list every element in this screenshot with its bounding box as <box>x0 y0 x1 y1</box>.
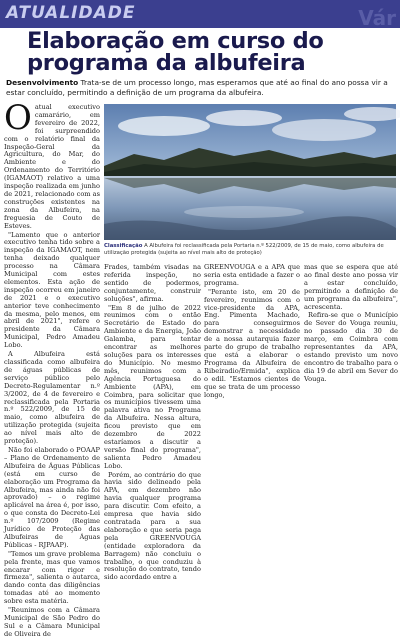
photo-caption <box>104 243 396 256</box>
paragraph: "Perante isto, em 20 de fevereiro, reunimos com o vice-presidente da APA, Eng. Pimenta Machado, para conseguirmos demonstrar a necessidade de a nossa autarquia fazer parte do grupo de trabalho que está a elaborar o Programa da Albufeira de Ribeiradio/Ermida", explica o edil. "Estamos cientes de que se trata de um processo longo, <box>204 287 300 399</box>
article-column-3 <box>204 264 300 480</box>
paragraph: "Reunimos com a Câmara Municipal de São Pedro do Sul e a Câmara Municipal de Oliveira de <box>4 606 100 638</box>
paragraph: Porém, ao contrário do que havia sido delineado pela APA, em dezembro não havia qualquer programa para discutir. Com efeito, a empresa que havia sido contratada para a sua elaboração e que seria paga pela GREENVOUGA (entidade exploradora da Barragem) não concluiu o trabalho, o que conduziu à resolução do contrato, tendo sido acordado entre a <box>104 470 201 582</box>
section-banner <box>0 0 400 28</box>
caption-label: Classificação <box>104 243 143 249</box>
paragraph: Refira-se que o Município de Sever do Vouga reuniu, no passado dia 30 de março, em Coimbra com representantes da APA, estando previsto um novo encontro de trabalho para o dia 19 de abril em Sever do Vouga. <box>304 311 398 383</box>
paragraph <box>4 98 100 231</box>
paragraph: "Temos um grave problema pela frente, mas que vamos encarar com rigor e firmeza", salienta o autarca, dando conta das diligências tomadas até ao momento sobre esta matéria. <box>4 549 100 606</box>
paragraph: "Em 8 de julho de 2022 reunimos com o então Secretário de Estado do Ambiente e da Energia, João Galamba, para tentar encontrar as melhores soluções para os interesses do Município. No mesmo mês, reunimos com a Agência Portuguesa do Ambiente (APA), em Coimbra, para solicitar que os municípios tivessem uma palavra ativa no Programa da Albufeira. Nessa altura, ficou previsto que em dezembro de 2022 estaríamos a discutir a versão final do programa", salienta Pedro Amadeu Lobo. <box>104 303 201 470</box>
drop-cap: O <box>4 98 32 138</box>
paragraph: Não foi elaborado o POAAP – Plano de Ordenamento de Albufeira de Águas Públicas (está em curso de elaboração um Programa da Albufeira, mas ainda não foi aprovado) – o regime aplicável na área é, por isso, o que consta do Decreto-Lei n.º 107/2009 (Regime Jurídico de Proteção das Albufeiras de Águas Públicas - RJPAAP). <box>4 445 100 549</box>
paragraph: GREENVOUGA e a APA que seria esta entidade a fazer o programa. <box>204 263 300 287</box>
lead-label: Desenvolvimento <box>6 78 79 87</box>
section-label: ATUALIDADE <box>6 3 136 23</box>
article-lead <box>6 78 396 98</box>
paragraph: A Albufeira está classificada como albufeira de águas públicas de serviço público pelo Decreto-Regulamentar n.º 3/2002, de 4 de fevereiro e reclassificada pela Portaria n.º 522/2009, de 15 de maio, como albufeira de utilização protegida (sujeita ao nível mais alto de proteção). <box>4 350 100 446</box>
paragraph-text: atual executivo camarário, em fevereiro de 2022, foi surpreendido com o relatório final da Inspeção-Geral da Agricultura, do Mar, do Ambiente e do Ordenamento do Território (IGAMAOT) relativo a uma inspeção realizada em junho de 2021, relacionado com as construções existentes na zona da Albufeira, na freguesia de Couto de Esteves. <box>4 103 100 230</box>
article-column-1 <box>4 98 100 638</box>
paragraph: "Lamento que o anterior executivo tenha tido sobre a inspeção da IGAMAOT, nem tenha deixado qualquer processo na Câmara Municipal com estes elementos. Esta ação de inspeção ocorreu em janeiro de 2021 e o executivo anterior teve conhecimento da mesma, pelo menos, em abril de 2021", refere o presidente da Câmara Municipal, Pedro Amadeu Lobo. <box>4 230 100 350</box>
lead-text: Trata-se de um processo longo, mas esperamos que até ao final do ano possa vir a estar concluído, permitindo a definição de um programa da albufeira. <box>6 78 388 97</box>
paragraph: mas que se espera que até ao final deste ano possa vir a estar concluído, permitindo a definição de um programa da albufeira", acrescenta. <box>304 263 398 311</box>
article-title: Elaboração em curso do programa da albufeira <box>27 28 324 76</box>
caption-text: A Albufeira foi reclassificada pela Portaria n.º 522/2009, de 15 de maio, como albufeira de utilização protegida (sujeita ao nível mais alto de proteção) <box>104 243 384 256</box>
adjacent-page-ghost-text: Vár <box>358 6 396 30</box>
paragraph: Frades, também visadas na referida inspeção, no sentido de podermos, conjuntamente, construir soluções", afirma. <box>104 263 201 303</box>
article-column-2 <box>104 263 201 582</box>
reservoir-photo <box>104 104 396 240</box>
article-column-4 <box>304 264 398 480</box>
